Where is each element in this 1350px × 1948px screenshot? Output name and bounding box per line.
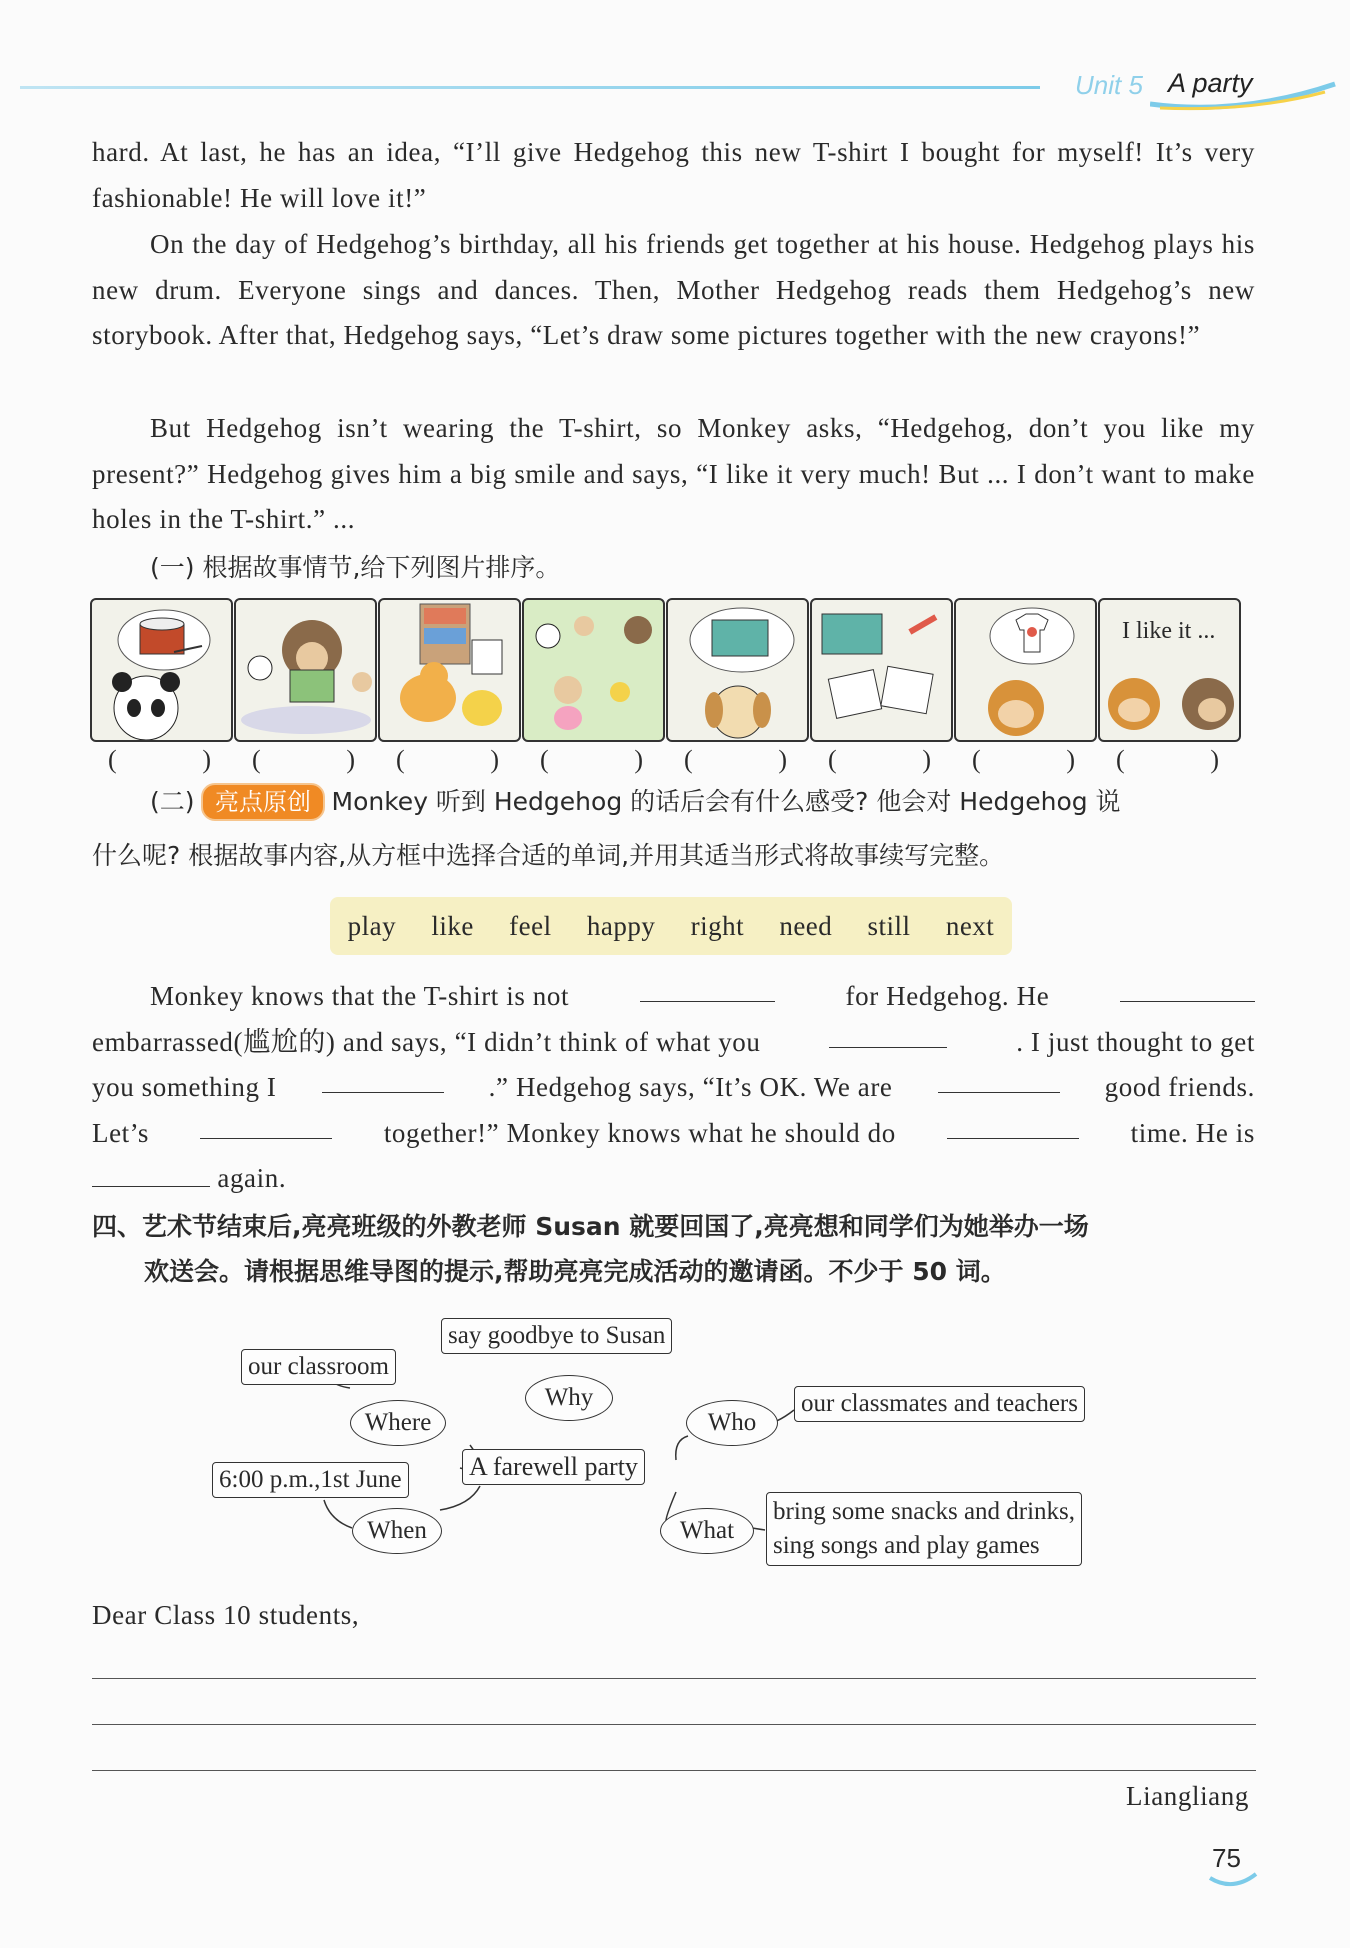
task1-instruction: (一) 根据故事情节,给下列图片排序。 <box>150 553 561 582</box>
task2-instruction <box>150 782 1256 822</box>
answer-slot-7[interactable]: ( ) <box>972 745 1075 774</box>
answer-slot-4[interactable]: ( ) <box>540 745 643 774</box>
task4-title <box>92 1204 1089 1294</box>
blank-2[interactable] <box>1120 974 1255 1002</box>
highlight-badge: 亮点原创 <box>201 783 325 821</box>
word-still: still <box>867 910 911 941</box>
header-swoosh-icon <box>1150 78 1340 114</box>
word-next: next <box>945 910 995 941</box>
blank-3[interactable] <box>829 1020 947 1048</box>
picture-1 <box>90 598 233 742</box>
mindmap-where: Where <box>350 1400 446 1446</box>
mindmap-where-answer: our classroom <box>241 1349 396 1385</box>
word-feel: feel <box>509 910 552 941</box>
blank-5[interactable] <box>938 1065 1060 1093</box>
word-happy: happy <box>586 910 656 941</box>
writing-line-1[interactable] <box>92 1678 1256 1679</box>
story-paragraph-2: On the day of Hedgehog’s birthday, all his friends get together at his house. Hedgehog plays his new drum. Everyone sings and dances. Then, Mother Hedgehog reads them Hedgehog’s new storybook. After that, Hedgehog says, “Let’s draw some pictures together with the new crayons!” <box>92 229 1255 350</box>
speech-text: I like it ... <box>1122 618 1216 644</box>
page-number: 75 <box>1212 1843 1241 1873</box>
picture-8 <box>1098 598 1241 742</box>
answer-slot-1[interactable]: ( ) <box>108 745 211 774</box>
header-rule <box>20 86 1040 89</box>
picture-7 <box>954 598 1097 742</box>
mindmap-what: What <box>660 1508 754 1554</box>
mindmap-when: When <box>352 1508 442 1554</box>
answer-slot-6[interactable]: ( ) <box>828 745 931 774</box>
letter-signature: Liangliang <box>1126 1781 1249 1811</box>
answer-slot-2[interactable]: ( ) <box>252 745 355 774</box>
picture-5 <box>666 598 809 742</box>
mindmap-who-answer: our classmates and teachers <box>794 1386 1085 1422</box>
answer-slot-8[interactable]: ( ) <box>1116 745 1219 774</box>
mindmap-who: Who <box>686 1400 778 1446</box>
story-paragraph-3: But Hedgehog isn’t wearing the T-shirt, so Monkey asks, “Hedgehog, don’t you like my present?” Hedgehog gives him a big smile and says, “I like it very much! But ... I don’t want to make holes in the T-shirt.” ... <box>92 413 1255 534</box>
word-play: play <box>347 910 397 941</box>
word-like: like <box>431 910 474 941</box>
story-paragraph-1: hard. At last, he has an idea, “I’ll give Hedgehog this new T-shirt I bought for myself! It’s very fashionable! He will love it!” <box>92 137 1255 213</box>
unit-label: Unit 5 <box>1075 70 1143 100</box>
answer-slot-5[interactable]: ( ) <box>684 745 787 774</box>
writing-line-3[interactable] <box>92 1770 1256 1771</box>
mindmap-why-answer: say goodbye to Susan <box>441 1318 672 1354</box>
mother-hedgehog-reading-icon <box>236 600 375 740</box>
picture-3 <box>378 598 521 742</box>
blank-1[interactable] <box>640 974 775 1002</box>
panda-drum-icon <box>92 600 231 740</box>
task4-title-line1: 四、艺术节结束后,亮亮班级的外教老师 Susan 就要回国了,亮亮想和同学们为她举办一场 <box>92 1212 1089 1241</box>
mindmap-when-answer: 6:00 p.m.,1st June <box>212 1462 409 1498</box>
blank-6[interactable] <box>200 1111 332 1139</box>
drawings-crayons-icon <box>812 600 951 740</box>
task4-title-line2: 欢送会。请根据思维导图的提示,帮助亮亮完成活动的邀请函。不少于 50 词。 <box>144 1257 1006 1286</box>
picture-4 <box>522 598 665 742</box>
letter-salutation: Dear Class 10 students, <box>92 1600 360 1630</box>
answer-slot-3[interactable]: ( ) <box>396 745 499 774</box>
blank-8[interactable] <box>92 1159 210 1187</box>
writing-line-2[interactable] <box>92 1724 1256 1725</box>
bird-bookshelf-icon <box>380 600 519 740</box>
mindmap-why: Why <box>525 1375 613 1421</box>
cloze-passage: Monkey knows that the T-shirt is not for Hedgehog. He embarrassed(尴尬的) and says, “I didn’t think of what you . I just thought to get you something I .” Hedgehog says, “It’s OK. We are good friends. Let’s together!” Monkey knows what he should do time. He is again. <box>92 974 1255 1202</box>
mindmap-what-answer: bring some snacks and drinks, sing songs and play games <box>766 1492 1082 1566</box>
task2-instruction-line2: 什么呢? 根据故事内容,从方框中选择合适的单词,并用其适当形式将故事续写完整。 <box>92 841 1005 870</box>
word-need: need <box>779 910 833 941</box>
picture-6 <box>810 598 953 742</box>
task2-instruction-line1: Monkey 听到 Hedgehog 的话后会有什么感受? 他会对 Hedgehog 说 <box>331 787 1121 816</box>
mindmap-center: A farewell party <box>462 1449 645 1485</box>
blank-4[interactable] <box>322 1065 444 1093</box>
monkey-tshirt-icon <box>956 600 1095 740</box>
dog-crayons-icon <box>668 600 807 740</box>
picture-2 <box>234 598 377 742</box>
blank-7[interactable] <box>947 1111 1079 1139</box>
task2-label: (二) <box>150 787 195 816</box>
page-swoosh-icon <box>1208 1872 1258 1892</box>
unit-title: A party <box>1168 68 1253 98</box>
animals-dancing-icon <box>524 600 663 740</box>
word-right: right <box>690 910 745 941</box>
word-bank <box>330 897 1012 955</box>
